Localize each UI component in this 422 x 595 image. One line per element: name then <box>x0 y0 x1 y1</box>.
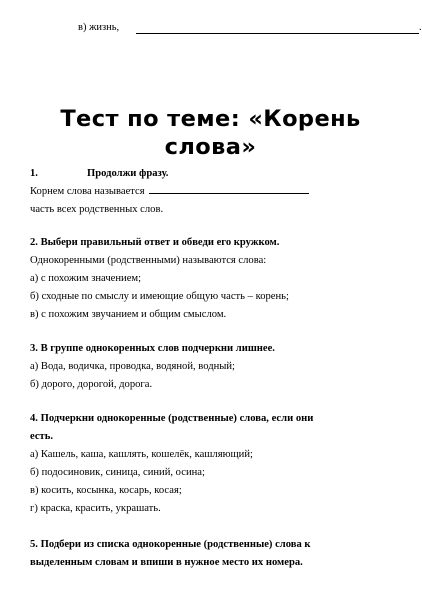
test-title-line-1: Тест по теме: «Корень <box>60 106 361 132</box>
q4-option-c: в) косить, косынка, косарь, косая; <box>30 485 182 496</box>
q4-option-a: а) Кашель, каша, кашлять, кошелёк, кашляющий; <box>30 449 253 460</box>
q4-option-b: б) подосиновик, синица, синий, осина; <box>30 467 205 478</box>
previous-item-end: . <box>419 22 422 33</box>
q4-heading-line-2: есть. <box>30 431 53 442</box>
q2-heading: 2. Выбери правильный ответ и обведи его кружком. <box>30 237 280 248</box>
q1-line-1 <box>30 183 309 201</box>
q2-option-a: а) с похожим значением; <box>30 273 142 284</box>
q2-line-1: Однокоренными (родственными) называются слова: <box>30 255 267 266</box>
q3-option-a: а) Вода, водичка, проводка, водяной, водный; <box>30 361 236 372</box>
test-title <box>0 105 421 161</box>
q1-heading <box>30 165 168 183</box>
q1-heading-text: Продолжи фразу. <box>87 168 169 179</box>
previous-item-text: в) жизнь, <box>78 22 120 33</box>
q1-line-2: часть всех родственных слов. <box>30 204 164 215</box>
q3-heading: 3. В группе однокоренных слов подчеркни лишнее. <box>30 343 275 354</box>
test-title-line-2: слова» <box>164 134 257 160</box>
answer-blank-line <box>136 33 419 34</box>
q1-line-1-text: Корнем слова называется <box>30 186 145 197</box>
q1-number: 1. <box>30 168 38 179</box>
q4-option-d: г) краска, красить, украшать. <box>30 503 161 514</box>
q5-heading-line-1: 5. Подбери из списка однокоренные (родственные) слова к <box>30 539 311 550</box>
q2-option-b: б) сходные по смыслу и имеющие общую часть – корень; <box>30 291 289 302</box>
previous-item-line <box>78 22 422 33</box>
q4-heading-line-1: 4. Подчеркни однокоренные (родственные) слова, если они <box>30 413 314 424</box>
q3-option-b: б) дорого, дорогой, дорога. <box>30 379 153 390</box>
q2-option-c: в) с похожим звучанием и общим смыслом. <box>30 309 227 320</box>
q5-heading-line-2: выделенным словам и впиши в нужное место их номера. <box>30 557 303 568</box>
q1-answer-blank <box>149 183 309 194</box>
